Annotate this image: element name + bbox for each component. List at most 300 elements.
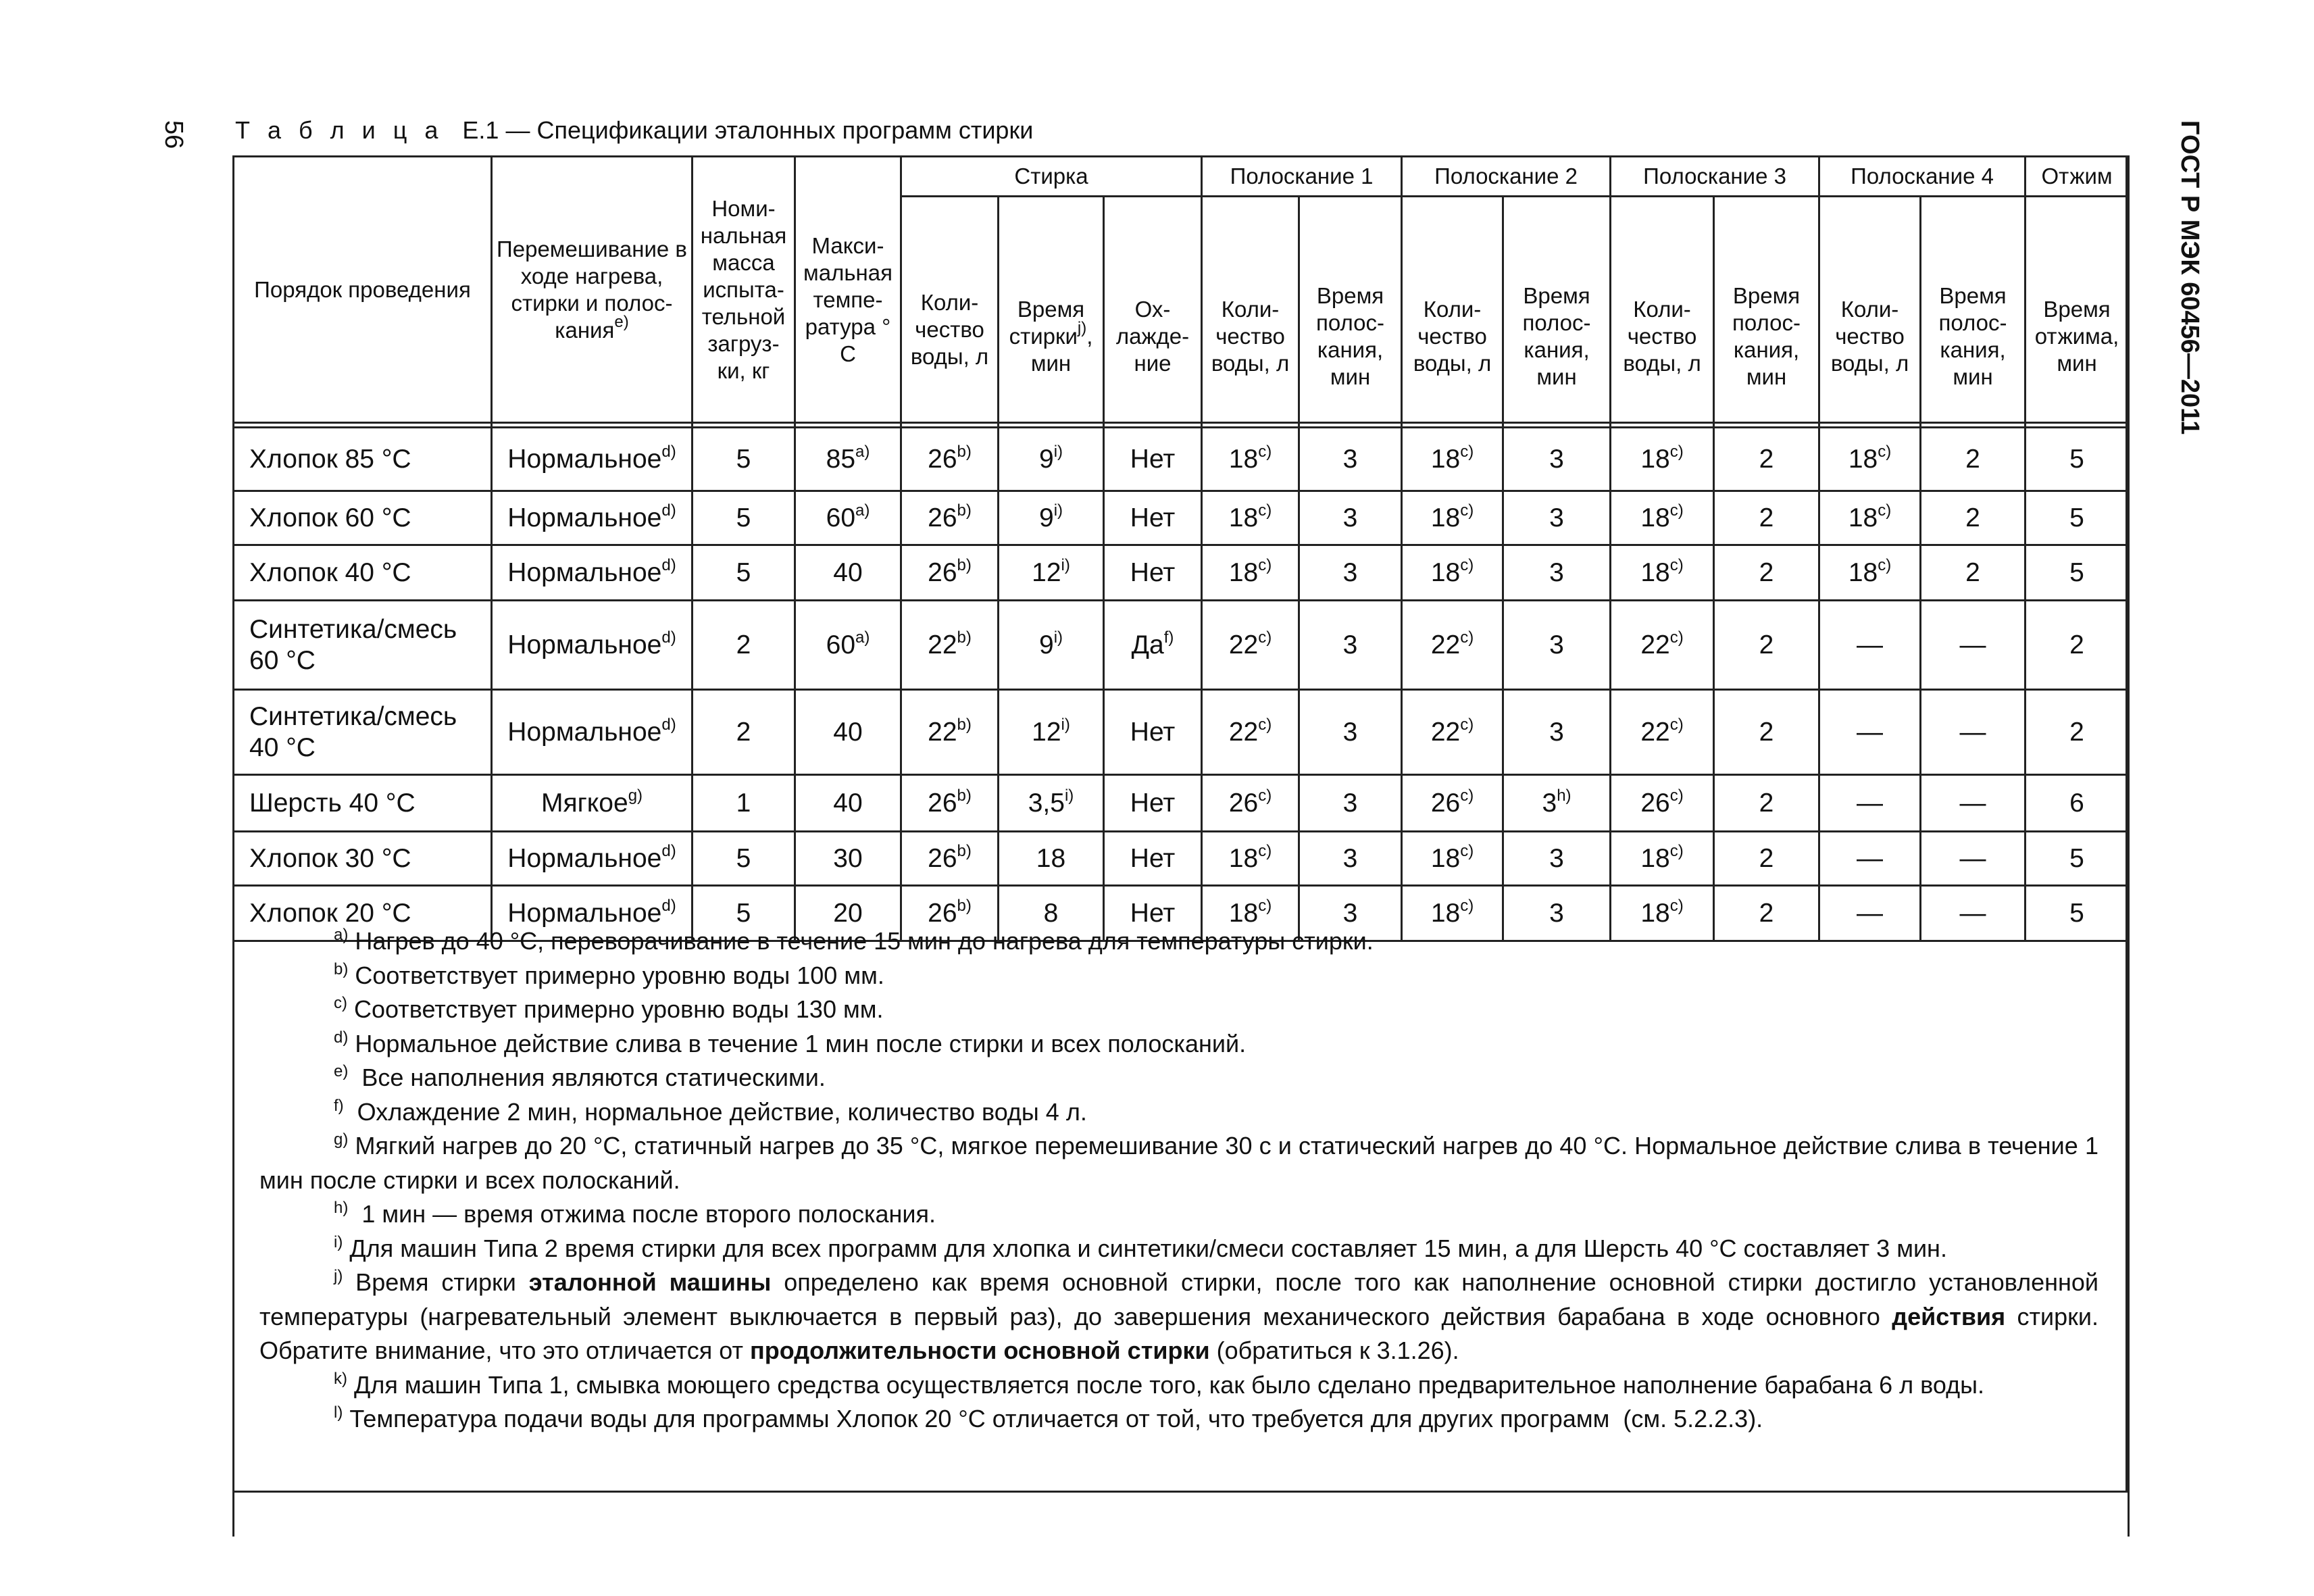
cell-value: 22 [1430,717,1461,747]
cell-value: Хлопок 85 °С [249,444,411,474]
note-ref: d) [661,896,676,915]
row-rinse2-water [1402,775,1503,832]
cell-value: Хлопок 30 °С [249,843,411,873]
header-gap [693,423,795,428]
footnote-text: Температура подачи воды для программы Хлопок 20 °С отличается от той, что требуется для других программ (см. 5.2.2.3). [343,1405,1763,1432]
cell-value: 18 [1640,898,1670,928]
row-rinse2-time [1503,775,1611,832]
cell-value: 5 [736,898,751,928]
row-rinse1-time [1299,775,1402,832]
row-rinse1-water [1202,832,1299,886]
row-load [693,601,795,690]
note-ref: е) [614,312,629,331]
note-ref: d) [661,555,676,574]
note-ref: b) [957,896,972,915]
footnote [259,1232,2098,1266]
table-row [234,690,2129,775]
row-wash-water [901,428,999,491]
cell-value: 3 [1342,788,1358,818]
footnote [259,1368,2098,1403]
note-ref: c) [1669,786,1684,805]
cell-value: Нормальное [507,503,662,532]
note-ref: c) [1258,501,1272,520]
footnote-mark: k) [334,1369,347,1388]
row-max-temp [795,690,901,775]
header-gap [1921,423,2026,428]
footnote-mark: g) [334,1130,349,1149]
row-rinse1-time [1299,601,1402,690]
row-rinse1-time [1299,428,1402,491]
cell-value: Хлопок 20 °С [249,898,411,928]
row-rinse2-water [1402,428,1503,491]
cell-value: 18 [1848,444,1878,474]
row-program-name [234,545,492,601]
header-gap [1402,423,1503,428]
footnote [259,1197,2098,1232]
note-ref: c) [1669,555,1684,574]
row-rinse3-time [1714,690,1819,775]
note-ref: c) [1460,896,1474,915]
cell-value: 5 [2069,444,2084,474]
cell-value: 8 [1043,898,1059,928]
row-agitation [492,775,693,832]
row-rinse2-time [1503,545,1611,601]
cell-value: 18 [1640,843,1670,873]
cell-value: 3 [1549,898,1564,928]
row-wash-water [901,775,999,832]
header-gap [1819,423,1921,428]
row-rinse1-time [1299,545,1402,601]
header-rinse3-time: Время полоскания, мин [1714,197,1819,423]
header-gap [234,423,492,428]
note-ref: a) [855,628,870,647]
cell-value: 12 [1032,557,1061,587]
note-ref: c) [1460,786,1474,805]
note-ref: c) [1258,786,1272,805]
footnote-text: стирки. Обратите внимание, что это отличается от [259,1302,2106,1364]
note-ref: a) [855,442,870,461]
cell-value: 2 [1759,557,1774,587]
header-rinse1-time: Время полоскания, мин [1299,197,1402,423]
row-rinse1-water [1202,775,1299,832]
header-temp: Максимальная температура ° С [795,157,901,423]
cell-value: 22 [928,717,957,747]
row-program-name [234,601,492,690]
row-cooling [1104,832,1202,886]
footnote [259,924,2098,959]
cell-value: — [1857,788,1884,818]
cell-value: 26 [928,788,957,818]
row-rinse4-water [1819,545,1921,601]
cell-value: 5 [736,503,751,532]
row-rinse2-water [1402,491,1503,545]
cell-value: Хлопок 40 °С [249,557,411,587]
cell-value: 2 [1965,444,1980,474]
row-max-temp [795,775,901,832]
cell-value: 26 [928,557,957,587]
note-ref: i) [1061,555,1070,574]
header-rinse1-water: Количество воды, л [1202,197,1299,423]
cell-value: 3 [1549,843,1564,873]
row-load [693,775,795,832]
footnote-text: 1 мин — время отжима после второго полоскания. [348,1200,936,1228]
row-rinse4-time [1921,601,2026,690]
header-wash-time-text: Время стирки [1009,297,1085,349]
cell-value: 2 [736,717,751,747]
cell-value: 26 [928,444,957,474]
footnote-mark: a) [334,926,349,944]
note-ref: c) [1460,555,1474,574]
cell-value: 26 [1228,788,1259,818]
note-ref: h) [1557,786,1571,805]
header-group-wash: Стирка [901,157,1202,197]
row-rinse1-water [1202,690,1299,775]
cell-value: Нормальное [507,717,662,747]
cell-value: — [1959,788,1986,818]
cell-value: 3 [1549,503,1564,532]
cell-value: Синтетика/смесь 40 °С [249,701,457,762]
note-ref: c) [1460,841,1474,860]
row-rinse2-water [1402,601,1503,690]
row-max-temp [795,428,901,491]
note-ref: c) [1669,442,1684,461]
footnote-text: Для машин Типа 2 время стирки для всех программ для хлопка и синтетики/смеси составляет 15 мин, а для Шерсть 40 °С составляет 3 мин. [343,1234,1947,1262]
note-ref: c) [1878,442,1892,461]
note-ref: c) [1258,896,1272,915]
cell-value: 5 [2069,898,2084,928]
cell-value: 85 [826,444,856,474]
cell-value: Нет [1130,843,1176,873]
header-gap [1503,423,1611,428]
header-gap [492,423,693,428]
footnote-text: Охлаждение 2 мин, нормальное действие, количество воды 4 л. [343,1097,1087,1126]
row-cooling [1104,545,1202,601]
header-agitation-text: Перемешивание в ходе нагрева, стирки и полоскания [497,236,687,343]
row-spin-time [2026,545,2129,601]
row-rinse3-water [1611,832,1714,886]
cell-value: Нормальное [507,898,662,928]
note-ref: c) [1258,628,1272,647]
row-rinse2-time [1503,690,1611,775]
header-cooling: Охлаждение [1104,197,1202,423]
row-rinse1-time [1299,832,1402,886]
cell-value: 40 [833,557,863,587]
cell-value: Нет [1130,788,1176,818]
table-row [234,601,2129,690]
cell-value: 18 [1228,898,1259,928]
header-gap [1299,423,1402,428]
table-row [234,428,2129,491]
footnote-text: Нормальное действие слива в течение 1 мин после стирки и всех полосканий. [348,1029,1247,1057]
footnote [259,1402,2098,1437]
note-ref: c) [1878,501,1892,520]
row-rinse3-water [1611,601,1714,690]
row-rinse3-time [1714,832,1819,886]
cell-value: 9 [1038,503,1054,532]
cell-value: 20 [833,898,863,928]
row-program-name [234,428,492,491]
header-group-rinse2: Полоскание 2 [1402,157,1611,197]
cell-value: 2 [1759,444,1774,474]
note-ref: c) [1258,841,1272,860]
cell-value: 2 [1759,630,1774,659]
header-gap [1611,423,1714,428]
note-ref: c) [1258,442,1272,461]
row-rinse2-water [1402,545,1503,601]
note-ref: c) [1258,715,1272,734]
cell-value: 18 [1430,503,1461,532]
cell-value: 3 [1542,788,1557,818]
row-rinse1-water [1202,545,1299,601]
note-ref: c) [1460,442,1474,461]
cell-value: 18 [1228,444,1259,474]
note-ref: b) [957,841,972,860]
footnote-mark: j) [334,1267,343,1285]
cell-value: — [1959,898,1986,928]
cell-value: 26 [928,898,957,928]
cell-value: 3,5 [1028,788,1065,818]
cell-value: 3 [1549,717,1564,747]
row-wash-time [999,690,1104,775]
row-wash-water [901,545,999,601]
cell-value: 5 [736,444,751,474]
cell-value: 30 [833,843,863,873]
row-load [693,491,795,545]
note-ref: b) [957,715,972,734]
row-agitation [492,428,693,491]
cell-value: Нет [1130,444,1176,474]
row-rinse2-time [1503,428,1611,491]
note-ref: i) [1061,715,1070,734]
row-cooling [1104,690,1202,775]
cell-value: Нормальное [507,630,662,659]
note-ref: c) [1669,715,1684,734]
header-gap [795,423,901,428]
row-wash-time [999,545,1104,601]
cell-value: 18 [1430,843,1461,873]
row-rinse2-time [1503,491,1611,545]
footnote-mark: b) [334,959,349,978]
row-rinse4-time [1921,775,2026,832]
header-order: Порядок проведения [234,157,492,423]
cell-value: 3 [1342,503,1358,532]
cell-value: 22 [1228,717,1259,747]
table-header [234,157,2129,428]
row-rinse1-water [1202,601,1299,690]
cell-value: 2 [2069,630,2084,659]
note-ref: c) [1460,501,1474,520]
footnote [259,1027,2098,1062]
header-gap [1714,423,1819,428]
note-ref: i) [1053,501,1063,520]
cell-value: — [1959,717,1986,747]
cell-value: Нормальное [507,843,662,873]
standard-id: ГОСТ Р МЭК 60456—2011 [2175,120,2204,435]
cell-value: 5 [736,843,751,873]
cell-value: — [1857,717,1884,747]
row-rinse4-water [1819,690,1921,775]
footnote-mark: i) [334,1232,343,1251]
cell-value: Да [1131,630,1164,659]
cell-value: 22 [1640,717,1670,747]
cell-value: Нет [1130,898,1176,928]
header-group-rinse3: Полоскание 3 [1611,157,1819,197]
cell-value: Нет [1130,717,1176,747]
row-wash-water [901,491,999,545]
cell-value: 26 [1640,788,1670,818]
footnote-text: (обратиться к 3.1.26). [1209,1337,1459,1364]
cell-value: 12 [1032,717,1061,747]
cell-value: 9 [1038,444,1054,474]
row-max-temp [795,832,901,886]
header-rinse4-time: Время полоскания, мин [1921,197,2026,423]
row-wash-time [999,491,1104,545]
header-wash-water: Количество воды, л [901,197,999,423]
header-rinse4-water: Количество воды, л [1819,197,1921,423]
footnote-mark: l) [334,1403,343,1422]
cell-value: 18 [1430,557,1461,587]
row-rinse4-time [1921,428,2026,491]
table-row [234,491,2129,545]
cell-value: 40 [833,788,863,818]
cell-value: 18 [1228,503,1259,532]
note-ref: d) [661,501,676,520]
row-agitation [492,601,693,690]
cell-value: — [1959,630,1986,659]
row-rinse4-water [1819,601,1921,690]
row-max-temp [795,601,901,690]
footnotes [259,924,2106,1437]
row-rinse4-time [1921,832,2026,886]
row-rinse3-water [1611,491,1714,545]
note-ref: c) [1669,896,1684,915]
cell-value: 2 [1759,717,1774,747]
table-caption [235,116,1033,145]
cell-value: 18 [1640,503,1670,532]
row-rinse4-time [1921,491,2026,545]
row-rinse3-water [1611,428,1714,491]
footnote-emphasis: действия [1892,1302,2006,1330]
row-load [693,690,795,775]
row-rinse3-time [1714,601,1819,690]
cell-value: — [1857,843,1884,873]
row-wash-time [999,601,1104,690]
footnote [259,1129,2106,1197]
cell-value: — [1857,630,1884,659]
note-ref: d) [661,442,676,461]
row-spin-time [2026,690,2129,775]
row-wash-time [999,428,1104,491]
cell-value: 26 [1430,788,1461,818]
footnote [259,1061,2098,1095]
row-rinse2-time [1503,832,1611,886]
footnote-mark: h) [334,1199,349,1217]
note-ref: d) [661,715,676,734]
cell-value: 18 [1228,843,1259,873]
note-ref: c) [1669,628,1684,647]
cell-value: Нет [1130,503,1176,532]
cell-value: 3 [1549,557,1564,587]
header-rinse2-water: Количество воды, л [1402,197,1503,423]
row-rinse3-time [1714,545,1819,601]
header-group-spin: Отжим [2026,157,2129,197]
cell-value: 3 [1342,557,1358,587]
header-gap [2026,423,2129,428]
row-cooling [1104,601,1202,690]
note-ref: i) [1053,628,1063,647]
cell-value: 5 [2069,503,2084,532]
cell-value: 40 [833,717,863,747]
cell-value: 22 [1640,630,1670,659]
cell-value: 3 [1549,444,1564,474]
row-rinse1-time [1299,690,1402,775]
note-ref: d) [661,628,676,647]
cell-value: 2 [1759,843,1774,873]
cell-value: 26 [928,843,957,873]
cell-value: 9 [1038,630,1054,659]
row-agitation [492,491,693,545]
row-wash-time [999,832,1104,886]
row-rinse3-time [1714,428,1819,491]
note-ref: c) [1460,628,1474,647]
row-program-name [234,832,492,886]
cell-value: 22 [928,630,957,659]
cell-value: 22 [1228,630,1259,659]
header-agitation [492,157,693,423]
note-ref: a) [855,501,870,520]
row-rinse3-water [1611,545,1714,601]
cell-value: — [1959,843,1986,873]
cell-value: 3 [1342,898,1358,928]
cell-value: 18 [1848,557,1878,587]
header-spin-time: Время отжима, мин [2026,197,2129,423]
cell-value: Хлопок 60 °С [249,503,411,532]
footnote-text: Мягкий нагрев до 20 °С, статичный нагрев до 35 °С, мягкое перемешивание 30 с и статический нагрев до 40 °С. Нормальное действие слива в течение 1 мин после стирки и всех полосканий. [259,1132,2106,1194]
cell-value: 2 [1759,788,1774,818]
row-agitation [492,690,693,775]
footnote-mark: f) [334,1096,344,1115]
page-number: 56 [159,120,188,149]
header-group-rinse1: Полоскание 1 [1202,157,1402,197]
note-ref: i) [1053,442,1063,461]
header-load: Номинальная масса испытательной загрузки, кг [693,157,795,423]
cell-value: 5 [2069,843,2084,873]
cell-value: 18 [1430,898,1461,928]
note-ref: b) [957,442,972,461]
cell-value: 26 [928,503,957,532]
note-ref: b) [957,786,972,805]
row-rinse2-water [1402,690,1503,775]
header-wash-time [999,197,1104,423]
cell-value: 3 [1342,843,1358,873]
row-spin-time [2026,601,2129,690]
cell-value: 18 [1640,557,1670,587]
row-rinse3-water [1611,775,1714,832]
caption-label: Т а б л и ц а [235,116,444,144]
row-rinse4-water [1819,491,1921,545]
note-ref: c) [1669,501,1684,520]
header-group-rinse4: Полоскание 4 [1819,157,2026,197]
cell-value: 18 [1036,843,1066,873]
row-rinse2-time [1503,601,1611,690]
footnote-emphasis: продолжительности основной стирки [749,1337,1210,1364]
cell-value: 18 [1848,503,1878,532]
caption-title: — Спецификации эталонных программ стирки [505,116,1034,144]
note-ref: b) [957,501,972,520]
footnote [259,993,2098,1027]
cell-value: 2 [1759,898,1774,928]
cell-value: 6 [2069,788,2084,818]
